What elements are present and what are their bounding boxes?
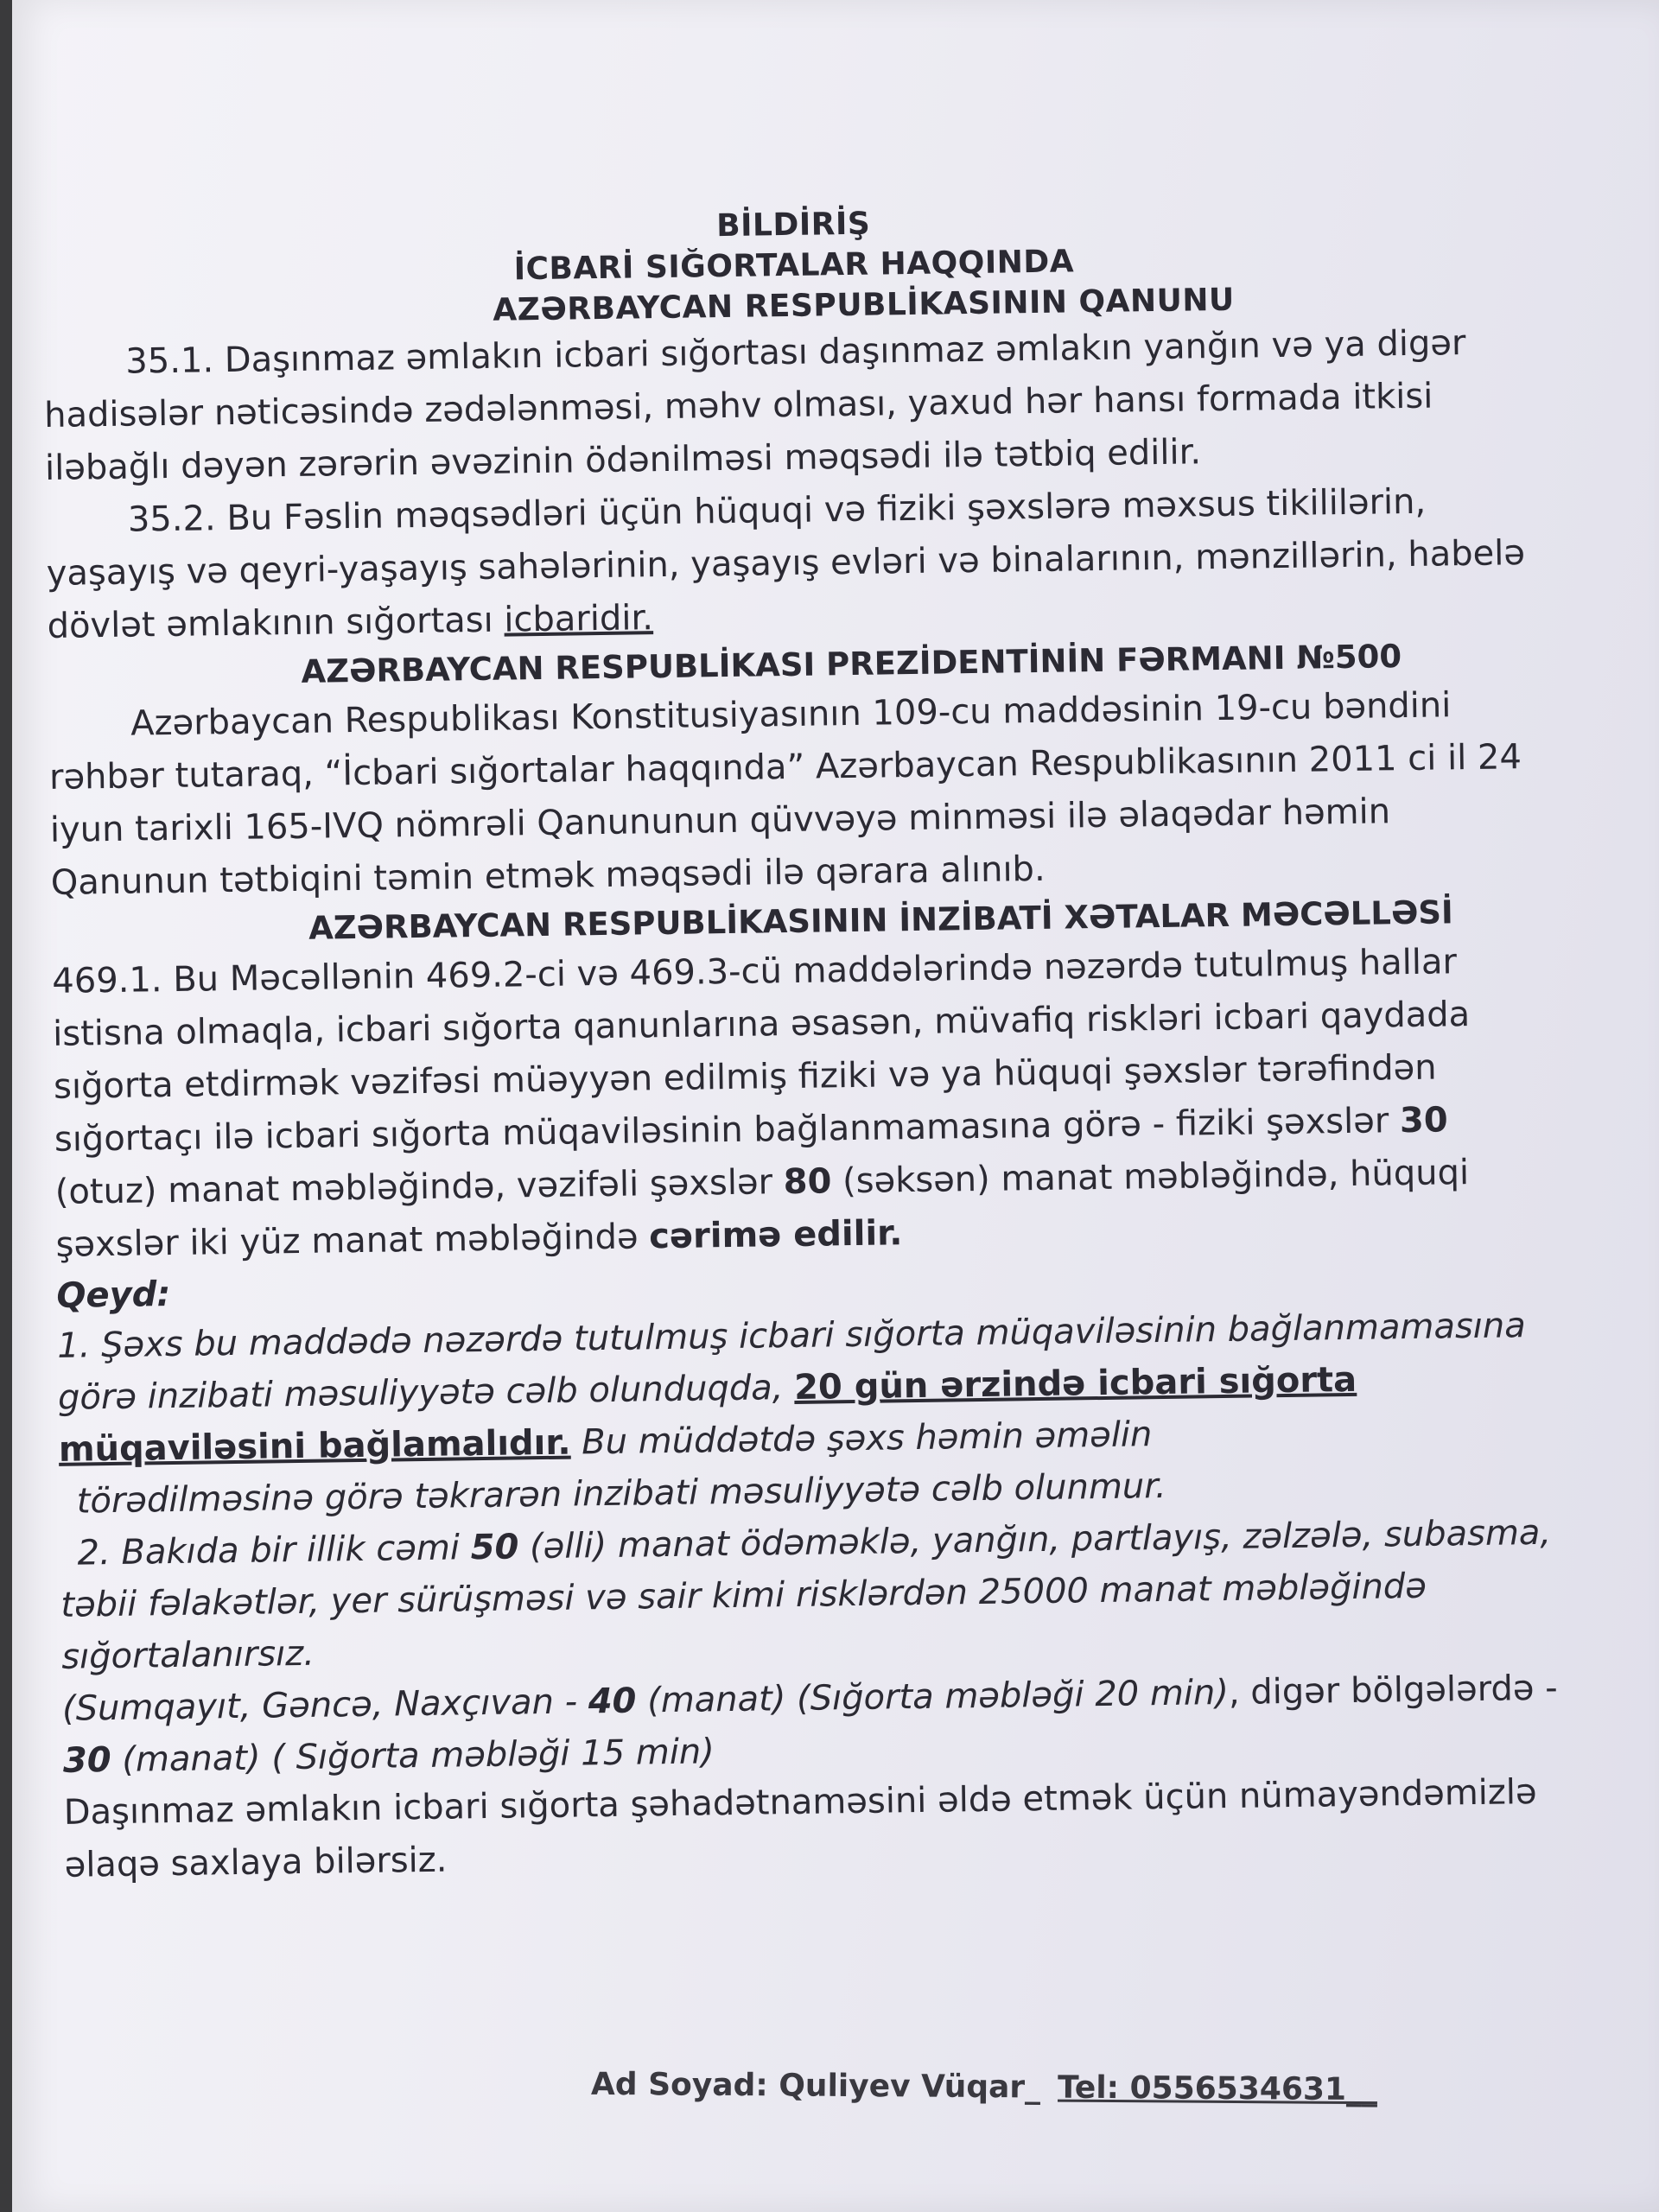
- law-title: İCBARİ SIĞORTALAR HAQQINDA: [513, 244, 1075, 288]
- code-text-1: 469.1. Bu Məcəllənin 469.2-ci və 469.3-cü maddələrində nəzərdə tutulmuş hallar istisna olmaqla, icbari sığorta qanunlarına əsasən, müvafiq riskləri icbari qaydada sığorta etdirmək vəzifəsi müəyyən edilmiş fiziki və ya hüquqi şəxslər tərəfindən sığortaçı ilə icbari sığorta müqaviləsinin bağlanmamasına görə - fiziki şəxslər: [52, 942, 1471, 1160]
- note-1-text-a: 1. Şəxs bu maddədə nəzərdə tutulmuş icbari sığorta müqaviləsinin bağlanmamasına görə inzibati məsuliyyətə cəlb olunduqda,: [56, 1306, 1527, 1419]
- law-article-35-2-text: 35.2. Bu Fəslin məqsədləri üçün hüquqi və fiziki şəxslərə məxsus tikililərin, yaşayış və qeyri-yaşayış sahələrinin, yaşayış evləri və binalarının, mənzillərin, habelə dövlət əmlakının sığortası: [46, 482, 1526, 647]
- document-body: [41, 195, 1568, 1892]
- law-article-35-2: [46, 474, 1551, 653]
- decree-text: Azərbaycan Respublikası Konstitusiyasının 109-cu maddəsinin 19-cu bəndini rəhbər tutaraq, “İcbari sığortalar haqqında” Azərbaycan Respublikasının 2011 ci il 24 iyun tarixli 165-IVQ nömrəli Qanununun qüvvəyə minməsi ilə əlaqədar həmin Qanunun tətbiqini təmin etmək məqsədi ilə qərara alınıb.: [48, 685, 1522, 904]
- note-3-text-c: , digər bölgələrdə -: [1228, 1669, 1558, 1713]
- note-1: [57, 1300, 1562, 1476]
- law-subtitle: AZƏRBAYCAN RESPUBLİKASININ QANUNU: [493, 282, 1235, 328]
- closing-text: Daşınmaz əmlakın icbari sığorta şəhadətnaməsini əldə etmək üçün nümayəndəmizlə əlaqə saxlaya bilərsiz.: [63, 1772, 1537, 1886]
- contact-phone: Tel: 0556534631__: [1057, 2069, 1378, 2108]
- decree-heading: AZƏRBAYCAN RESPUBLİKASI PREZİDENTİNİN FƏRMANI №500: [301, 638, 1402, 691]
- note-3-amount-30: 30: [62, 1740, 111, 1782]
- note-3-text-b: (manat) (Sığorta məbləği 20 min): [636, 1673, 1230, 1721]
- code-fine: cərimə edilir.: [648, 1213, 903, 1257]
- law-article-35-2-underlined: icbaridir.: [504, 598, 654, 640]
- note-2-amount-50: 50: [470, 1527, 519, 1568]
- contact-line: [591, 2067, 1377, 2107]
- note-2: [60, 1507, 1565, 1683]
- code-text-2: (otuz) manat məbləğində, vəzifəli şəxslər: [54, 1162, 785, 1213]
- note-3-text-d: (manat) ( Sığorta məbləği 15 min): [111, 1732, 715, 1781]
- contact-name: Ad Soyad: Quliyev Vüqar_: [590, 2066, 1041, 2106]
- doc-title: BİLDİRİŞ: [715, 206, 871, 245]
- code-heading: AZƏRBAYCAN RESPUBLİKASININ İNZİBATİ XƏTALAR MƏCƏLLƏSİ: [308, 893, 1454, 948]
- code-amount-80: 80: [783, 1161, 832, 1203]
- note-3-amount-40: 40: [588, 1681, 637, 1722]
- note-2-text-b: (əlli) manat ödəməklə, yanğın, partlayış, zəlzələ, subasma, təbii fəlakətlər, yer sürüşməsi və sair kimi risklərdən 25000 manat məbləğində sığortalanırsız.: [60, 1513, 1552, 1678]
- code-text-3: (səksən) manat məbləğində, hüquqi şəxslər iki yüz manat məbləğində: [55, 1153, 1470, 1266]
- note-1-text-b: Bu müddətdə şəxs həmin əməlin: [570, 1414, 1153, 1463]
- note-1-continuation: törədilməsinə görə təkrarən inzibati məsuliyyətə cəlb olunmur.: [76, 1466, 1167, 1522]
- note-2-text-a: 2. Bakıda bir illik cəmi: [77, 1528, 472, 1573]
- code-amount-30: 30: [1399, 1100, 1448, 1141]
- note-3-text-a: (Sumqayıt, Gəncə, Naxçıvan -: [61, 1681, 589, 1730]
- paper-sheet: [12, 0, 1659, 2212]
- note-1-deadline: 20 gün ərzində icbari sığorta müqaviləsini bağlamalıdır.: [58, 1360, 1357, 1471]
- code-article-469-1: [52, 935, 1560, 1272]
- note-label: Qeyd:: [56, 1274, 171, 1317]
- law-article-35-1: 35.1. Daşınmaz əmlakın icbari sığortası daşınmaz əmlakın yanğın və ya digər hadisələr nəticəsində zədələnməsi, məhv olması, yaxud hər hansı formada itkisi iləbağlı dəyən zərərin əvəzinin ödənilməsi məqsədi ilə tətbiq edilir.: [43, 323, 1466, 489]
